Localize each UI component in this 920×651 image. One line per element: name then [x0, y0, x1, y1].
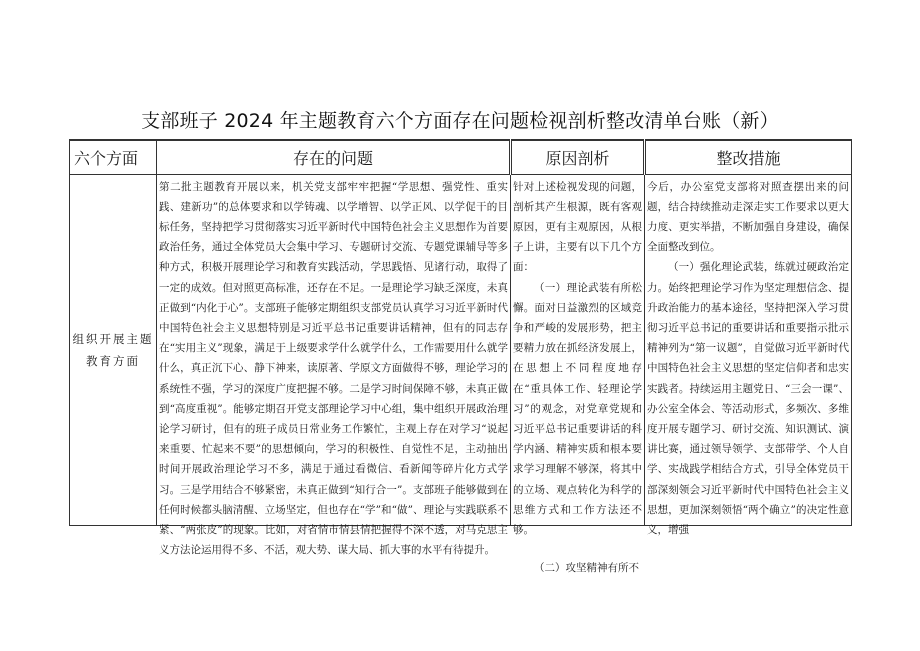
causes-point-1: （一）理论武装有所松懈。面对日益激烈的区域竞争和严峻的发展形势，把主要精力放在抓经济发展上，在思想上不同程度地存在“重具体工作、轻理论学习”的观念，对党章党规和习近平总书记重要讲话的科学内涵、精神实质和根本要求学习理解不够深，将其中的立场、观点转化为科学的思维方式和工作方法还不够。 — [513, 281, 642, 536]
causes-point-2: （二）攻坚精神有所不 — [534, 562, 639, 575]
rectification-ledger-table — [69, 139, 852, 575]
causes-cell — [511, 174, 645, 575]
table-row — [70, 174, 852, 526]
causes-intro: 针对上述检视发现的问题，剖析其产生根源，既有客观原因，更有主观原因，从根子上讲，主要有以下几个方面： — [513, 180, 642, 274]
problems-cell — [157, 174, 511, 557]
table-header-row — [70, 140, 852, 174]
header-problems: 存在的问题 — [157, 140, 511, 174]
header-causes: 原因剖析 — [511, 140, 645, 174]
document-title: 支部班子 2024 年主题教育六个方面存在问题检视剖析整改清单台账（新） — [141, 110, 779, 132]
header-measures: 整改措施 — [645, 140, 852, 174]
measures-intro: 今后，办公室党支部将对照查摆出来的问题，结合持续推动走深走实工作要求以更大力度、更实举措，不断加强自身建设，确保全面整改到位。 — [647, 180, 849, 254]
header-aspect: 六个方面 — [70, 140, 157, 174]
measures-point-1: （一）强化理论武装，练就过硬政治定力。始终把理论学习作为坚定理想信念、提升政治能力的基本途径，坚持把深入学习贯彻习近平总书记的重要讲话和重要指示批示精神列为“第一议题”，自觉做习近平新时代中国特色社会主义思想的坚定信仰者和忠实实践者。持续运用主题党日、“三会一课”、办公室全体会、等活动形式，多频次、多维度开展专题学习、研讨交流、知识测试、演讲比赛，通过领导领学、支部带学、个人自学、实战践学相结合方式，引导全体党员干部深刻领会习近平新时代中国特色社会主义思想，更加深刻领悟“两个确立”的决定性意义，增强 — [647, 261, 849, 536]
problems-text: 第二批主题教育开展以来，机关党支部牢牢把握“学思想、强党性、重实践、建新功”的总体要求和以学铸魂、以学增智、以学正风、以学促干的目标任务，坚持把学习贯彻落实习近平新时代中国特色社会主义思想作为首要政治任务，通过全体党员大会集中学习、专题研讨交流、专题党课辅导等多种方式，积极开展理论学习和教育实践活动，学思践悟、见诸行动，取得了一定的成效。但对照更高标准，还存在不足。一是理论学习缺乏深度，未真正做到“内化于心”。支部班子能够定期组织支部党员认真学习习近平新时代中国特色社会主义思想特别是习近平总书记重要讲话精神，但有的同志存在“实用主义”现象，满足于上级要求学什么就学什么，工作需要用什么就学什么，真正沉下心、静下神来，读原著、学原文方面做得不够，理论学习的系统性不强，学习的深度广度把握不够。二是学习时间保障不够，未真正做到“高度重视”。能够定期召开党支部理论学习中心组，集中组织开展政治理论学习研讨，但有的班子成员日常业务工作繁忙，主观上存在对学习“说起来重要、忙起来不要”的思想倾向，学习的积极性、自觉性不足，主动抽出时间开展政治理论学习不多，满足于通过看微信、看新闻等碎片化方式学习。三是学用结合不够紧密，未真正做到“知行合一”。支部班子能够做到在任何时候都头脑清醒、立场坚定，但也存在“学”和“做”、理论与实践联系不紧、“两张皮”的现象。比如，对省情市情县情把握得不深不透，对马克思主义方法论运用得不多、不活，观大势、谋大局、抓大事的水平有待提升。 — [159, 180, 508, 557]
measures-cell — [645, 174, 852, 536]
aspect-cell: 组织开展主题教育方面 — [70, 174, 157, 526]
